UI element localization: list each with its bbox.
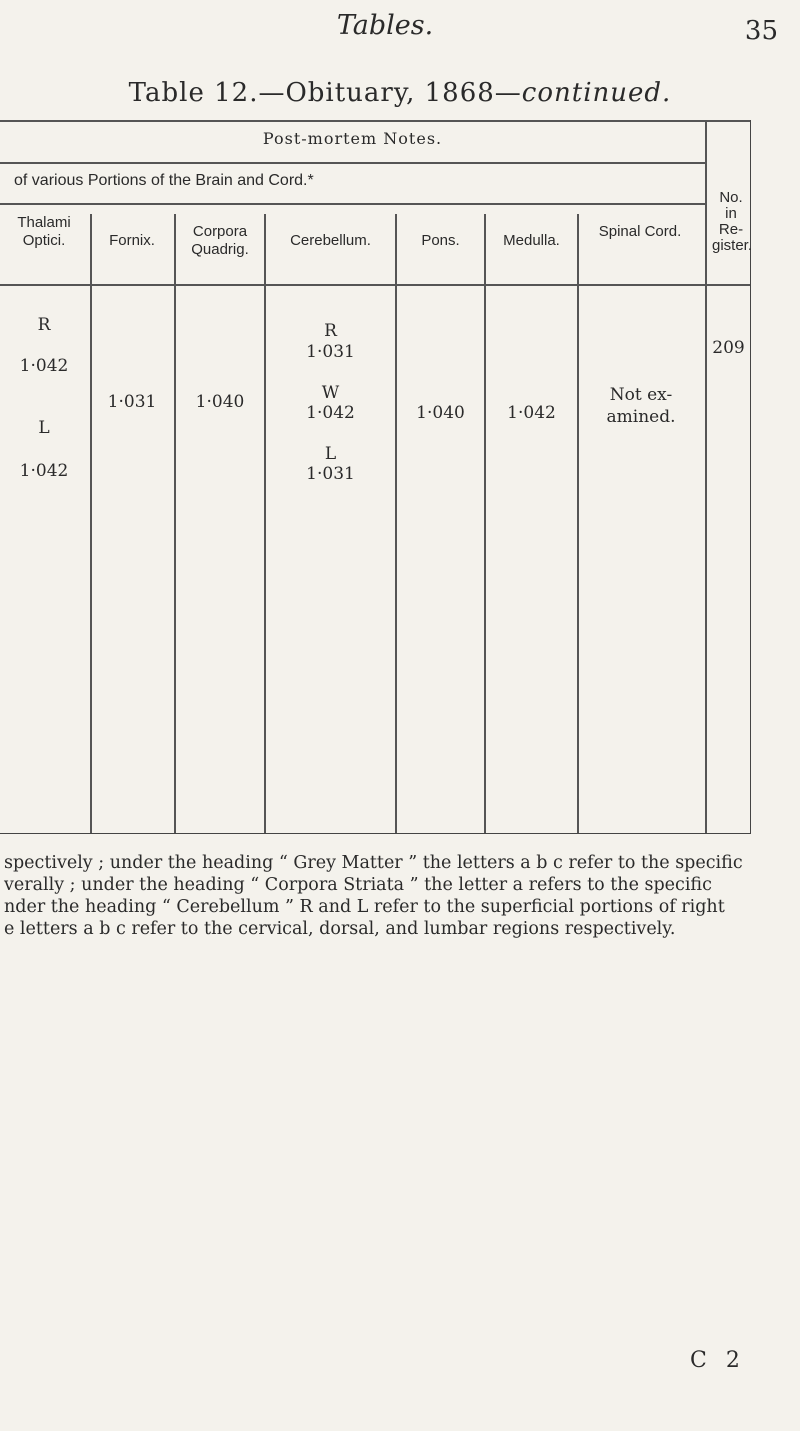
super-header: Post-mortem Notes. [262,129,443,148]
col-header-spinal-cord: Spinal Cord. [598,223,682,240]
cerebellum-right-value: 1·031 [306,342,355,362]
col-header-medulla: Medulla. [503,232,560,249]
medulla-value: 1·042 [507,403,556,423]
sub-header-rule [0,203,705,205]
thalami-left-value: 1·042 [19,461,69,481]
signature-mark: C 2 [690,1348,746,1373]
col-divider-6 [577,214,579,833]
register-divider [705,120,707,833]
obituary-table [0,120,751,834]
corpora-value: 1·040 [195,392,245,412]
col-divider-1 [90,214,92,833]
register-header: No. in Re-gister. [712,189,753,254]
table-title [0,78,800,108]
thalami-left-label: L [38,418,50,438]
pons-value: 1·040 [416,403,465,423]
footnote-line-1: spectively ; under the heading “ Grey Matter ” the letters a b c refer to the specific [4,853,743,873]
footnote-line-2: verally ; under the heading “ Corpora Striata ” the letter a refers to the specific [4,875,712,895]
col-divider-4 [395,214,397,833]
cerebellum-white-label: W [321,383,340,403]
running-head: Tables. [336,10,434,41]
cerebellum-white-value: 1·042 [306,403,355,423]
fornix-value: 1·031 [107,392,157,412]
thalami-right-value: 1·042 [19,356,69,376]
col-header-fornix: Fornix. [109,232,155,249]
col-divider-3 [264,214,266,833]
table-top-rule [0,120,750,122]
col-header-pons: Pons. [421,232,460,249]
thalami-right-label: R [37,315,51,335]
spinal-cord-value: Not ex-amined. [606,385,676,427]
super-header-rule [0,162,705,164]
page-number: 35 [744,16,778,46]
table-title-main: Table 12.—Obituary, 1868— [128,78,522,108]
column-header-rule [0,284,750,286]
register-number: 209 [712,338,745,358]
footnote-line-4: e letters a b c refer to the cervical, dorsal, and lumbar regions respectively. [4,919,676,939]
col-header-thalami: Thalami Optici. [17,214,71,249]
col-divider-5 [484,214,486,833]
sub-header: of various Portions of the Brain and Cord.* [14,172,314,189]
col-header-cerebellum: Cerebellum. [290,232,371,249]
footnote [4,852,784,940]
cerebellum-left-label: L [324,444,337,464]
cerebellum-left-value: 1·031 [306,464,355,484]
col-header-corpora: Corpora Quadrig. [191,223,249,258]
footnote-line-3: nder the heading “ Cerebellum ” R and L refer to the superficial portions of right [4,897,725,917]
col-divider-2 [174,214,176,833]
table-title-continued: continued. [521,78,672,108]
cerebellum-right-label: R [324,321,337,341]
